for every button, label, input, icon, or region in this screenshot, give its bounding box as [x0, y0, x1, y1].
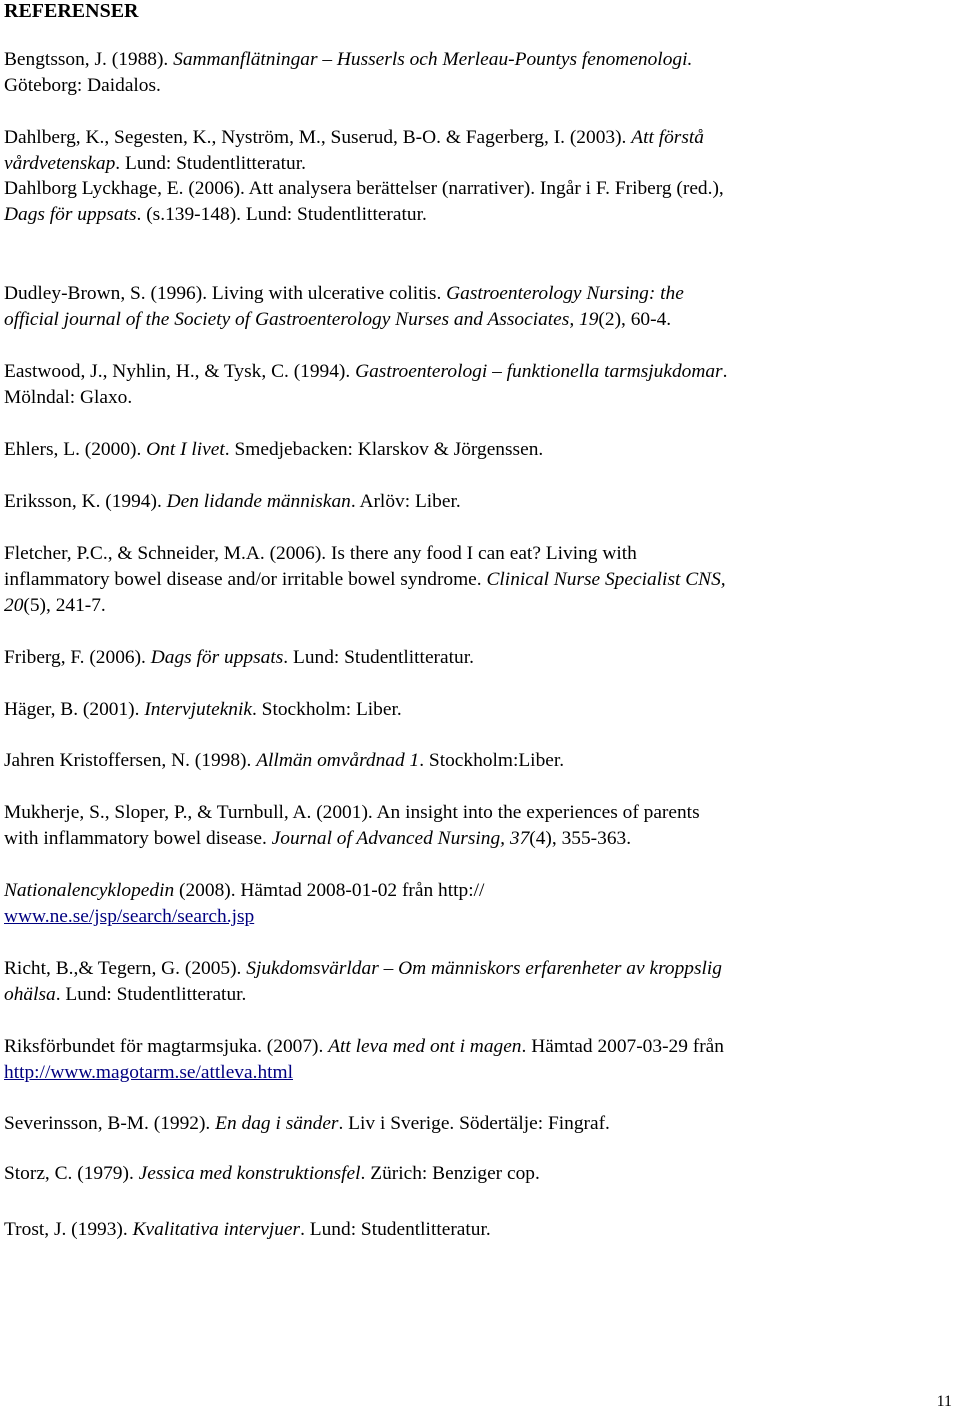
reference-title: En dag i sänder: [215, 1113, 339, 1134]
reference-link[interactable]: http://www.magotarm.se/attleva.html: [4, 1062, 294, 1083]
reference-text: . Lund: Studentlitteratur.: [283, 647, 474, 668]
reference-title: Att leva med ont i magen: [328, 1036, 522, 1057]
reference-text: Richt, B.,& Tegern, G. (2005).: [4, 958, 247, 979]
reference-text: (2), 60-4.: [598, 309, 672, 330]
reference-text: . Lund: Studentlitteratur.: [115, 153, 306, 174]
reference-line: [4, 437, 543, 463]
reference-entry: [4, 125, 704, 177]
reference-text: Eriksson, K. (1994).: [4, 491, 167, 512]
reference-line: [4, 878, 484, 904]
page-number: 11: [936, 1393, 952, 1410]
reference-title: Journal of Advanced Nursing, 37: [271, 828, 530, 849]
reference-text: Dudley-Brown, S. (1996). Living with ulcerative colitis.: [4, 283, 447, 304]
reference-entry: [4, 489, 461, 515]
reference-line: [4, 982, 722, 1008]
reference-line: [4, 125, 704, 151]
reference-text: Storz, C. (1979).: [4, 1163, 139, 1184]
reference-text: . Stockholm: Liber.: [251, 699, 402, 720]
reference-line: [4, 489, 461, 515]
reference-text: (5), 241-7.: [23, 595, 106, 616]
reference-entry: [4, 697, 402, 723]
reference-entry: [4, 645, 474, 671]
reference-entry: [4, 956, 722, 1008]
reference-title: Jessica med konstruktionsfel: [138, 1163, 361, 1184]
reference-line: [4, 593, 726, 619]
reference-text: with inflammatory bowel disease.: [4, 828, 272, 849]
reference-text: (4), 355-363.: [529, 828, 632, 849]
reference-link[interactable]: www.ne.se/jsp/search/search.jsp: [4, 906, 255, 927]
reference-title: Gastroenterologi – funktionella tarmsjukdomar: [355, 361, 723, 382]
reference-line: [4, 359, 727, 385]
reference-title: Dags för uppsats: [150, 647, 284, 668]
reference-line: [4, 47, 692, 73]
reference-entry: [4, 437, 543, 463]
reference-text: Göteborg: Daidalos.: [4, 75, 161, 96]
reference-text: Bengtsson, J. (1988).: [4, 49, 174, 70]
reference-line: [4, 281, 684, 307]
document-page: [4, 0, 949, 1240]
reference-entry: [4, 878, 484, 930]
reference-line: [4, 956, 722, 982]
reference-text: Fletcher, P.C., & Schneider, M.A. (2006). Is there any food I can eat? Living with: [4, 543, 637, 564]
reference-title: Sammanflätningar – Husserls och Merleau-Pountys fenomenologi.: [173, 49, 693, 70]
reference-entry: [4, 176, 724, 228]
reference-title: Allmän omvårdnad 1: [256, 750, 420, 771]
reference-text: . Hämtad 2007-03-29 från: [521, 1036, 724, 1057]
reference-text: Dahlborg Lyckhage, E. (2006). Att analysera berättelser (narrativer). Ingår i F. Friberg (red.),: [4, 178, 724, 199]
reference-line: [4, 307, 684, 333]
reference-title: Dags för uppsats: [4, 204, 137, 225]
reference-text: Mölndal: Glaxo.: [4, 387, 133, 408]
reference-text: . Zürich: Benziger cop.: [360, 1163, 540, 1184]
reference-title: 20: [4, 595, 24, 616]
reference-entry: [4, 1111, 610, 1137]
reference-text: Ehlers, L. (2000).: [4, 439, 147, 460]
reference-line: [4, 697, 402, 723]
reference-title: Den lidande människan: [166, 491, 351, 512]
reference-title: official journal of the Society of Gastroenterology Nurses and Associates, 19: [4, 309, 599, 330]
reference-text: . Liv i Sverige. Södertälje: Fingraf.: [338, 1113, 610, 1134]
reference-entry: [4, 1034, 724, 1086]
reference-text: Häger, B. (2001).: [4, 699, 145, 720]
reference-line: [4, 1060, 724, 1086]
page-title: REFERENSER: [4, 0, 139, 22]
reference-line: [4, 73, 692, 99]
reference-entry: [4, 1217, 491, 1243]
reference-entry: [4, 281, 684, 333]
reference-text: Friberg, F. (2006).: [4, 647, 151, 668]
reference-text: . Lund: Studentlitteratur.: [55, 984, 247, 1005]
reference-line: [4, 176, 724, 202]
reference-line: [4, 904, 484, 930]
reference-title: Kvalitativa intervjuer: [132, 1219, 301, 1240]
reference-line: [4, 645, 474, 671]
reference-text: Dahlberg, K., Segesten, K., Nyström, M., Suserud, B-O. & Fagerberg, I. (2003).: [4, 127, 632, 148]
reference-text: . Smedjebacken: Klarskov & Jörgenssen.: [224, 439, 544, 460]
reference-title: vårdvetenskap: [4, 153, 116, 174]
reference-line: [4, 202, 724, 228]
reference-line: [4, 1161, 540, 1187]
reference-entry: [4, 1161, 540, 1187]
reference-text: Mukherje, S., Sloper, P., & Turnbull, A. (2001). An insight into the experiences of parents: [4, 802, 700, 823]
reference-line: [4, 151, 704, 177]
reference-line: [4, 1217, 491, 1243]
reference-title: Ont I livet: [146, 439, 225, 460]
reference-entry: [4, 541, 726, 619]
reference-text: . (s.139-148). Lund: Studentlitteratur.: [136, 204, 427, 225]
reference-line: [4, 800, 700, 826]
reference-text: (2008). Hämtad 2008-01-02 från http://: [174, 880, 485, 901]
reference-text: Jahren Kristoffersen, N. (1998).: [4, 750, 257, 771]
reference-line: [4, 1111, 610, 1137]
reference-title: Intervjuteknik: [144, 699, 252, 720]
reference-entry: [4, 47, 692, 99]
reference-line: [4, 1034, 724, 1060]
reference-text: . Lund: Studentlitteratur.: [300, 1219, 491, 1240]
reference-title: Att förstå: [631, 127, 704, 148]
reference-title: Gastroenterology Nursing: the: [446, 283, 684, 304]
reference-title: Clinical Nurse Specialist CNS,: [486, 569, 726, 590]
reference-title: Sjukdomsvärldar – Om människors erfarenheter av kroppslig: [246, 958, 722, 979]
reference-line: [4, 567, 726, 593]
reference-title: Nationalencyklopedin: [4, 880, 175, 901]
reference-entry: [4, 748, 564, 774]
reference-line: [4, 385, 727, 411]
reference-text: Severinsson, B-M. (1992).: [4, 1113, 216, 1134]
reference-text: inflammatory bowel disease and/or irritable bowel syndrome.: [4, 569, 487, 590]
reference-text: Eastwood, J., Nyhlin, H., & Tysk, C. (1994).: [4, 361, 356, 382]
reference-entry: [4, 800, 700, 852]
reference-title: ohälsa: [4, 984, 56, 1005]
reference-entry: [4, 359, 727, 411]
reference-text: . Stockholm:Liber.: [419, 750, 565, 771]
reference-text: . Arlöv: Liber.: [350, 491, 461, 512]
reference-text: Trost, J. (1993).: [4, 1219, 133, 1240]
reference-line: [4, 541, 726, 567]
reference-text: .: [722, 361, 728, 382]
reference-text: Riksförbundet för magtarmsjuka. (2007).: [4, 1036, 329, 1057]
reference-line: [4, 826, 700, 852]
reference-line: [4, 748, 564, 774]
